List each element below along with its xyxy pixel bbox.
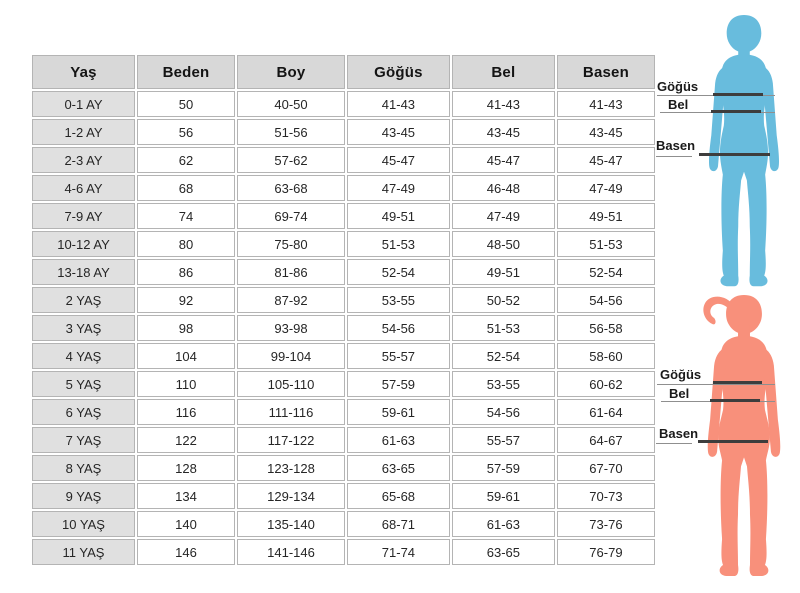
value-cell: 81-86 — [237, 259, 345, 285]
value-cell: 57-59 — [347, 371, 450, 397]
boy-chest-bar — [713, 93, 763, 96]
value-cell: 128 — [137, 455, 235, 481]
value-cell: 49-51 — [347, 203, 450, 229]
girl-hips-label: Basen — [659, 426, 699, 441]
table-row — [32, 371, 655, 397]
value-cell: 51-53 — [557, 231, 655, 257]
value-cell: 86 — [137, 259, 235, 285]
value-cell: 51-53 — [347, 231, 450, 257]
girl-hips-bar — [698, 440, 768, 443]
value-cell: 54-56 — [557, 287, 655, 313]
value-cell: 74 — [137, 203, 235, 229]
value-cell: 64-67 — [557, 427, 655, 453]
value-cell: 47-49 — [452, 203, 555, 229]
age-cell: 7-9 AY — [32, 203, 135, 229]
size-table — [30, 53, 657, 567]
value-cell: 61-63 — [347, 427, 450, 453]
value-cell: 73-76 — [557, 511, 655, 537]
boy-waist-bar — [711, 110, 761, 113]
value-cell: 55-57 — [347, 343, 450, 369]
value-cell: 45-47 — [347, 147, 450, 173]
size-table-body — [32, 91, 655, 565]
boy-waist-label: Bel — [668, 97, 689, 112]
value-cell: 51-53 — [452, 315, 555, 341]
value-cell: 52-54 — [452, 343, 555, 369]
value-cell: 52-54 — [347, 259, 450, 285]
age-cell: 11 YAŞ — [32, 539, 135, 565]
value-cell: 122 — [137, 427, 235, 453]
value-cell: 135-140 — [237, 511, 345, 537]
value-cell: 53-55 — [452, 371, 555, 397]
value-cell: 68 — [137, 175, 235, 201]
girl-chest-line — [657, 384, 775, 385]
table-row — [32, 91, 655, 117]
table-row — [32, 259, 655, 285]
value-cell: 41-43 — [452, 91, 555, 117]
header-row — [32, 55, 655, 89]
value-cell: 134 — [137, 483, 235, 509]
value-cell: 57-59 — [452, 455, 555, 481]
value-cell: 57-62 — [237, 147, 345, 173]
value-cell: 49-51 — [557, 203, 655, 229]
age-cell: 8 YAŞ — [32, 455, 135, 481]
value-cell: 54-56 — [452, 399, 555, 425]
age-cell: 0-1 AY — [32, 91, 135, 117]
table-row — [32, 315, 655, 341]
value-cell: 70-73 — [557, 483, 655, 509]
value-cell: 43-45 — [347, 119, 450, 145]
table-row — [32, 455, 655, 481]
value-cell: 58-60 — [557, 343, 655, 369]
value-cell: 49-51 — [452, 259, 555, 285]
girl-waist-bar — [710, 399, 760, 402]
column-header-4: Bel — [452, 55, 555, 89]
value-cell: 140 — [137, 511, 235, 537]
boy-chest-label: Göğüs — [657, 79, 699, 94]
value-cell: 61-64 — [557, 399, 655, 425]
value-cell: 69-74 — [237, 203, 345, 229]
age-cell: 4 YAŞ — [32, 343, 135, 369]
girl-hips-line — [656, 443, 692, 444]
value-cell: 59-61 — [452, 483, 555, 509]
value-cell: 56-58 — [557, 315, 655, 341]
column-header-2: Boy — [237, 55, 345, 89]
table-row — [32, 119, 655, 145]
table-row — [32, 539, 655, 565]
age-cell: 10-12 AY — [32, 231, 135, 257]
value-cell: 87-92 — [237, 287, 345, 313]
age-cell: 3 YAŞ — [32, 315, 135, 341]
value-cell: 41-43 — [347, 91, 450, 117]
value-cell: 110 — [137, 371, 235, 397]
value-cell: 67-70 — [557, 455, 655, 481]
table-row — [32, 483, 655, 509]
girl-chest-bar — [713, 381, 762, 384]
age-cell: 4-6 AY — [32, 175, 135, 201]
value-cell: 43-45 — [452, 119, 555, 145]
table-row — [32, 287, 655, 313]
value-cell: 129-134 — [237, 483, 345, 509]
value-cell: 51-56 — [237, 119, 345, 145]
value-cell: 62 — [137, 147, 235, 173]
girl-torso-legs — [718, 336, 770, 576]
value-cell: 45-47 — [557, 147, 655, 173]
column-header-3: Göğüs — [347, 55, 450, 89]
value-cell: 76-79 — [557, 539, 655, 565]
age-cell: 13-18 AY — [32, 259, 135, 285]
value-cell: 63-65 — [452, 539, 555, 565]
value-cell: 60-62 — [557, 371, 655, 397]
value-cell: 93-98 — [237, 315, 345, 341]
value-cell: 41-43 — [557, 91, 655, 117]
girl-waist-label: Bel — [669, 386, 690, 401]
value-cell: 117-122 — [237, 427, 345, 453]
table-row — [32, 175, 655, 201]
value-cell: 116 — [137, 399, 235, 425]
value-cell: 50-52 — [452, 287, 555, 313]
age-cell: 2-3 AY — [32, 147, 135, 173]
age-cell: 1-2 AY — [32, 119, 135, 145]
value-cell: 65-68 — [347, 483, 450, 509]
value-cell: 68-71 — [347, 511, 450, 537]
table-row — [32, 231, 655, 257]
table-row — [32, 511, 655, 537]
value-cell: 146 — [137, 539, 235, 565]
value-cell: 123-128 — [237, 455, 345, 481]
boy-hips-label: Basen — [656, 138, 696, 153]
boy-torso-legs — [720, 54, 768, 286]
value-cell: 55-57 — [452, 427, 555, 453]
column-header-5: Basen — [557, 55, 655, 89]
value-cell: 80 — [137, 231, 235, 257]
value-cell: 105-110 — [237, 371, 345, 397]
value-cell: 56 — [137, 119, 235, 145]
value-cell: 63-65 — [347, 455, 450, 481]
column-header-0: Yaş — [32, 55, 135, 89]
size-table-container — [30, 53, 657, 567]
boy-hips-line — [656, 156, 692, 157]
age-cell: 7 YAŞ — [32, 427, 135, 453]
table-row — [32, 147, 655, 173]
value-cell: 52-54 — [557, 259, 655, 285]
value-cell: 45-47 — [452, 147, 555, 173]
value-cell: 141-146 — [237, 539, 345, 565]
value-cell: 48-50 — [452, 231, 555, 257]
girl-silhouette — [694, 294, 794, 581]
age-cell: 10 YAŞ — [32, 511, 135, 537]
value-cell: 98 — [137, 315, 235, 341]
value-cell: 47-49 — [347, 175, 450, 201]
value-cell: 47-49 — [557, 175, 655, 201]
value-cell: 111-116 — [237, 399, 345, 425]
value-cell: 75-80 — [237, 231, 345, 257]
value-cell: 61-63 — [452, 511, 555, 537]
table-row — [32, 399, 655, 425]
value-cell: 104 — [137, 343, 235, 369]
column-header-1: Beden — [137, 55, 235, 89]
age-cell: 2 YAŞ — [32, 287, 135, 313]
value-cell: 40-50 — [237, 91, 345, 117]
age-cell: 6 YAŞ — [32, 399, 135, 425]
value-cell: 53-55 — [347, 287, 450, 313]
age-cell: 5 YAŞ — [32, 371, 135, 397]
value-cell: 54-56 — [347, 315, 450, 341]
boy-hips-bar — [699, 153, 770, 156]
table-row — [32, 427, 655, 453]
value-cell: 92 — [137, 287, 235, 313]
value-cell: 43-45 — [557, 119, 655, 145]
age-cell: 9 YAŞ — [32, 483, 135, 509]
table-row — [32, 203, 655, 229]
table-row — [32, 343, 655, 369]
girl-chest-label: Göğüs — [660, 367, 702, 382]
value-cell: 63-68 — [237, 175, 345, 201]
value-cell: 46-48 — [452, 175, 555, 201]
value-cell: 99-104 — [237, 343, 345, 369]
value-cell: 59-61 — [347, 399, 450, 425]
value-cell: 50 — [137, 91, 235, 117]
size-table-header — [32, 55, 655, 89]
value-cell: 71-74 — [347, 539, 450, 565]
